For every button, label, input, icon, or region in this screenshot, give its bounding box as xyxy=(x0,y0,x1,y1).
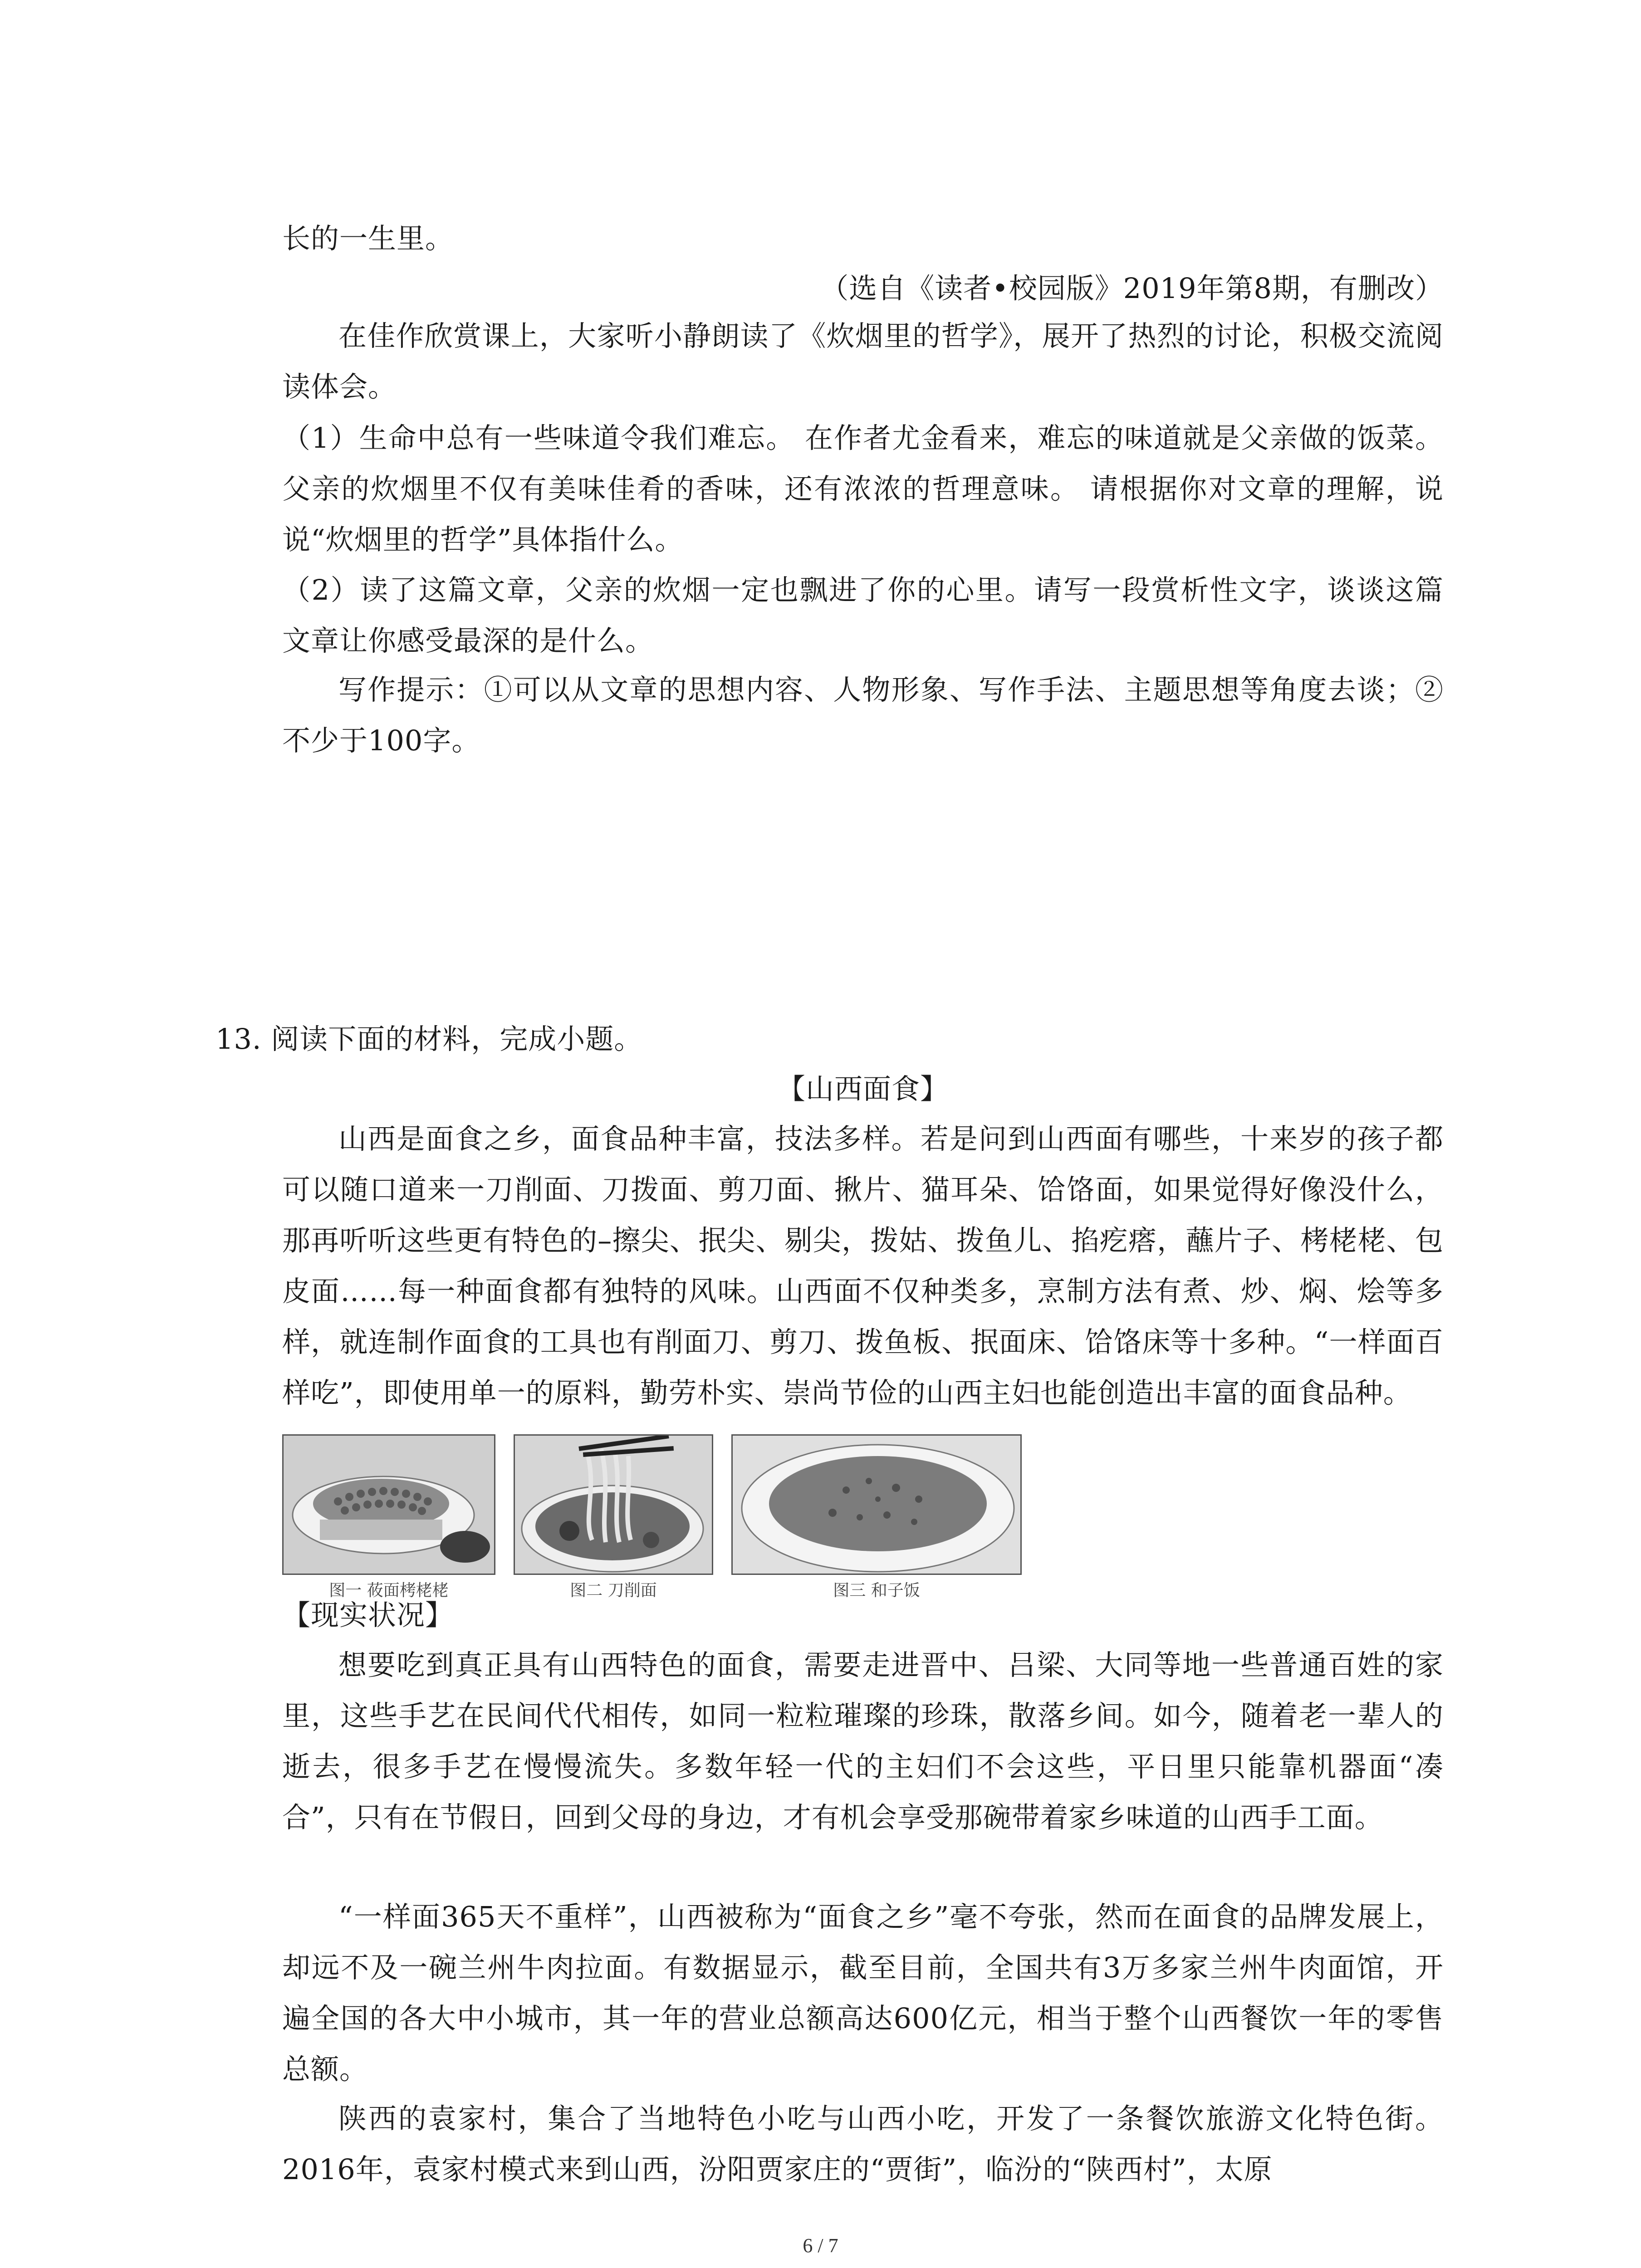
section-title-shanxi-noodles: 【山西面食】 xyxy=(777,1072,949,1105)
question-2: （2）读了这篇文章，父亲的炊烟一定也飘进了你的心里。请写一段赏析性文字，谈谈这篇文章让你感受最深的是什么。 xyxy=(282,573,1444,657)
page-number: 6 / 7 xyxy=(803,2234,838,2257)
figure-1-image xyxy=(282,1434,495,1575)
intro-paragraph: 在佳作欣赏课上，大家听小静朗读了《炊烟里的哲学》，展开了热烈的讨论，积极交流阅读体会。 xyxy=(282,319,1444,403)
figure-2-caption: 图二 刀削面 xyxy=(570,1581,657,1600)
question-1: （1）生命中总有一些味道令我们难忘。 在作者尤金看来，难忘的味道就是父亲做的饭菜。父亲的炊烟里不仅有美味佳肴的香味，还有浓浓的哲理意味。 请根据你对文章的理解，说说“炊烟里的哲学”具体指什么。 xyxy=(282,421,1444,556)
reality-paragraph-1: 想要吃到真正具有山西特色的面食，需要走进晋中、吕梁、大同等地一些普通百姓的家里，这些手艺在民间代代相传，如同一粒粒璀璨的珍珠，散落乡间。如今，随着老一辈人的逝去，很多手艺在慢慢流失。多数年轻一代的主妇们不会这些，平日里只能靠机器面“凑合”，只有在节假日，回到父母的身边，才有机会享受那碗带着家乡味道的山西手工面。 xyxy=(282,1648,1444,1834)
reality-paragraph-2: “一样面365天不重样”，山西被称为“面食之乡”毫不夸张，然而在面食的品牌发展上，却远不及一碗兰州牛肉拉面。有数据显示，截至目前，全国共有3万多家兰州牛肉面馆，开遍全国的各大中小城市，其一年的营业总额高达600亿元，相当于整个山西餐饮一年的零售总额。 xyxy=(282,1900,1444,2086)
figure-3-image xyxy=(731,1434,1022,1575)
figure-1-caption: 图一 莜面栲栳栳 xyxy=(329,1581,449,1600)
noodle-figures xyxy=(282,1434,1026,1602)
figure-1 xyxy=(282,1434,495,1602)
text-line-end: 长的一生里。 xyxy=(282,222,454,255)
figure-3 xyxy=(731,1434,1022,1602)
writing-hint: 写作提示：①可以从文章的思想内容、人物形象、写作手法、主题思想等角度去谈；②不少于100字。 xyxy=(282,673,1444,757)
figure-3-caption: 图三 和子饭 xyxy=(833,1581,920,1600)
question-13-heading: 13. 阅读下面的材料，完成小题。 xyxy=(216,1022,643,1056)
source-citation: （选自《读者•校园版》2019年第8期，有删改） xyxy=(820,272,1444,305)
figure-2-image xyxy=(514,1434,713,1575)
shanxi-noodles-paragraph: 山西是面食之乡，面食品种丰富，技法多样。若是问到山西面有哪些，十来岁的孩子都可以随口道来一刀削面、刀拨面、剪刀面、揪片、猫耳朵、饸饹面，如果觉得好像没什么，那再听听这些更有特色的–擦尖、抿尖、剔尖，拨姑、拨鱼儿、掐疙瘩，蘸片子、栲栳栳、包皮面……每一种面食都有独特的风味。山西面不仅种类多，烹制方法有煮、炒、焖、烩等多样，就连制作面食的工具也有削面刀、剪刀、拨鱼板、抿面床、饸饹床等十多种。“一样面百样吃”，即使用单一的原料，勤劳朴实、崇尚节俭的山西主妇也能创造出丰富的面食品种。 xyxy=(282,1122,1444,1409)
reality-paragraph-3: 陕西的袁家村，集合了当地特色小吃与山西小吃，开发了一条餐饮旅游文化特色街。2016年，袁家村模式来到山西，汾阳贾家庄的“贾街”，临汾的“陕西村”，太原 xyxy=(282,2102,1444,2186)
section-title-reality: 【现实状况】 xyxy=(282,1598,454,1632)
figure-2 xyxy=(514,1434,713,1602)
